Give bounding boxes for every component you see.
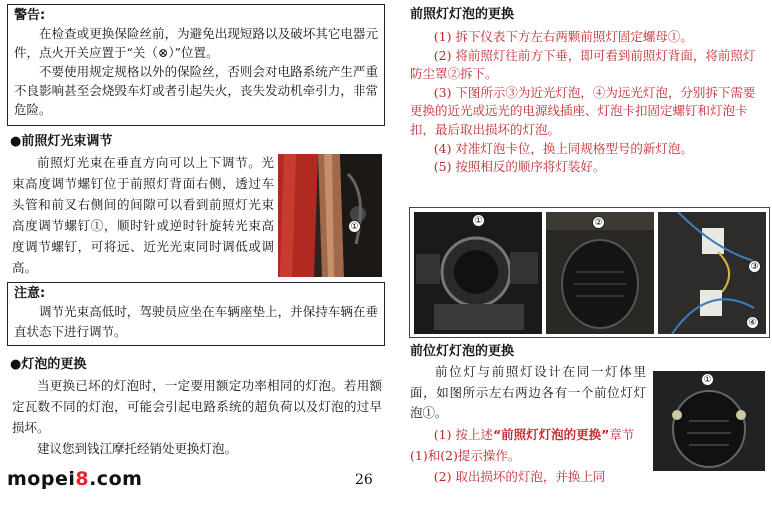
beam-adjust-callout-1: ①: [348, 220, 361, 233]
beam-adjust-text: 前照灯光束在垂直方向可以上下调节。光束高度调节螺钉位于前照灯背面右侧，透过车头管和前叉右侧间的间隙可以看到前照灯光束高度调节螺钉①，顺时针或逆时针旋转光束高度调节螺钉，可将远、近光光束同时调低或调高。: [12, 155, 274, 275]
beam-adjust-photo-drawing: [278, 154, 382, 277]
position-step-1: [410, 424, 648, 466]
headlight-step-2: (2) 将前照灯往前方下垂，即可看到前照灯背面，将前照灯防尘罩②拆下。: [410, 47, 756, 82]
bulb-replace-paragraph-1: 当更换已坏的灯泡时，一定要用额定功率相同的灯泡。若用额定瓦数不同的灯泡，可能会引起电路系统的超负荷以及灯泡的过早损坏。: [12, 378, 382, 435]
photo-instrument-panel: [414, 212, 542, 334]
headlight-step-4: (4) 对准灯泡卡位，换上同规格型号的新灯泡。: [433, 140, 693, 156]
note-text: 调节光束高低时，驾驶员应坐在车辆座垫上，并保持车辆在垂直状态下进行调节。: [14, 304, 378, 339]
position-light-text: 前位灯与前照灯设计在同一灯体里面，如图所示左右两边各有一个前位灯灯泡①。: [410, 364, 646, 420]
headlight-photo-strip: [409, 207, 770, 338]
warning-paragraph-2: 不要使用规定规格以外的保险丝，否则会对电路系统产生严重不良影响甚至会烧毁车灯或者引起失火，丧失发动机牵引力，非常危险。: [14, 64, 378, 117]
bulb-replace-heading: ●灯泡的更换: [10, 357, 87, 372]
beam-adjust-heading: ●前照灯光束调节: [10, 134, 113, 149]
warning-title: 警告:: [14, 8, 46, 23]
watermark-text-post: .com: [89, 468, 143, 490]
photo-instrument-panel-drawing: [414, 212, 542, 334]
headlight-bulb-steps: [410, 28, 766, 177]
beam-adjust-photo: [278, 154, 382, 277]
watermark: [7, 468, 142, 490]
photo-dust-cover-drawing: [546, 212, 654, 334]
position-step-1-link: “前照灯灯泡的更换”: [492, 427, 610, 442]
headlight-step-1: (1) 拆下仪表下方左右两颗前照灯固定螺母①。: [433, 29, 693, 44]
bulb-replace-body: [12, 375, 382, 459]
headlight-step-5: (5) 按照相反的顺序将灯装好。: [433, 159, 606, 175]
position-light-photo: [653, 371, 765, 471]
watermark-text-eight: 8: [75, 468, 90, 490]
bulb-replace-paragraph-2: 建议您到钱江摩托经销处更换灯泡。: [37, 441, 238, 456]
watermark-text-pre: mopei: [7, 468, 76, 490]
photo2-callout-2: ②: [592, 216, 605, 229]
note-title: 注意:: [14, 286, 46, 301]
headlight-step-3: (3) 下图所示③为近光灯泡，④为远光灯泡，分别拆下需要更换的近光或远光的电源线插座、灯泡卡扣固定螺钉和灯泡卡扣，最后取出损坏的灯泡。: [410, 84, 756, 137]
photo3-callout-4: ④: [746, 316, 759, 329]
warning-box: [7, 4, 385, 126]
photo-dust-cover: [546, 212, 654, 334]
headlight-bulb-heading: 前照灯灯泡的更换: [410, 7, 515, 22]
position-step-1-post: 章节(1)和(2)提示操作。: [410, 427, 635, 463]
photo1-callout-1: ①: [472, 214, 485, 227]
position-light-callout-1: ①: [701, 373, 714, 386]
position-step-1-pre: (1) 按上述: [433, 427, 493, 442]
warning-paragraph-1: 在检查或更换保险丝前，为避免出现短路以及破坏其它电器元件，点火开关应置于“关（⊗）”位置。: [14, 26, 378, 60]
position-light-heading: 前位灯灯泡的更换: [410, 344, 515, 359]
photo-bulb-sockets: [658, 212, 766, 334]
photo3-callout-3: ③: [748, 260, 761, 273]
position-light-steps: [410, 424, 648, 487]
page-number: 26: [355, 472, 373, 488]
note-box: [7, 282, 385, 346]
position-step-2: (2) 取出损坏的灯泡，并换上同: [433, 469, 606, 484]
